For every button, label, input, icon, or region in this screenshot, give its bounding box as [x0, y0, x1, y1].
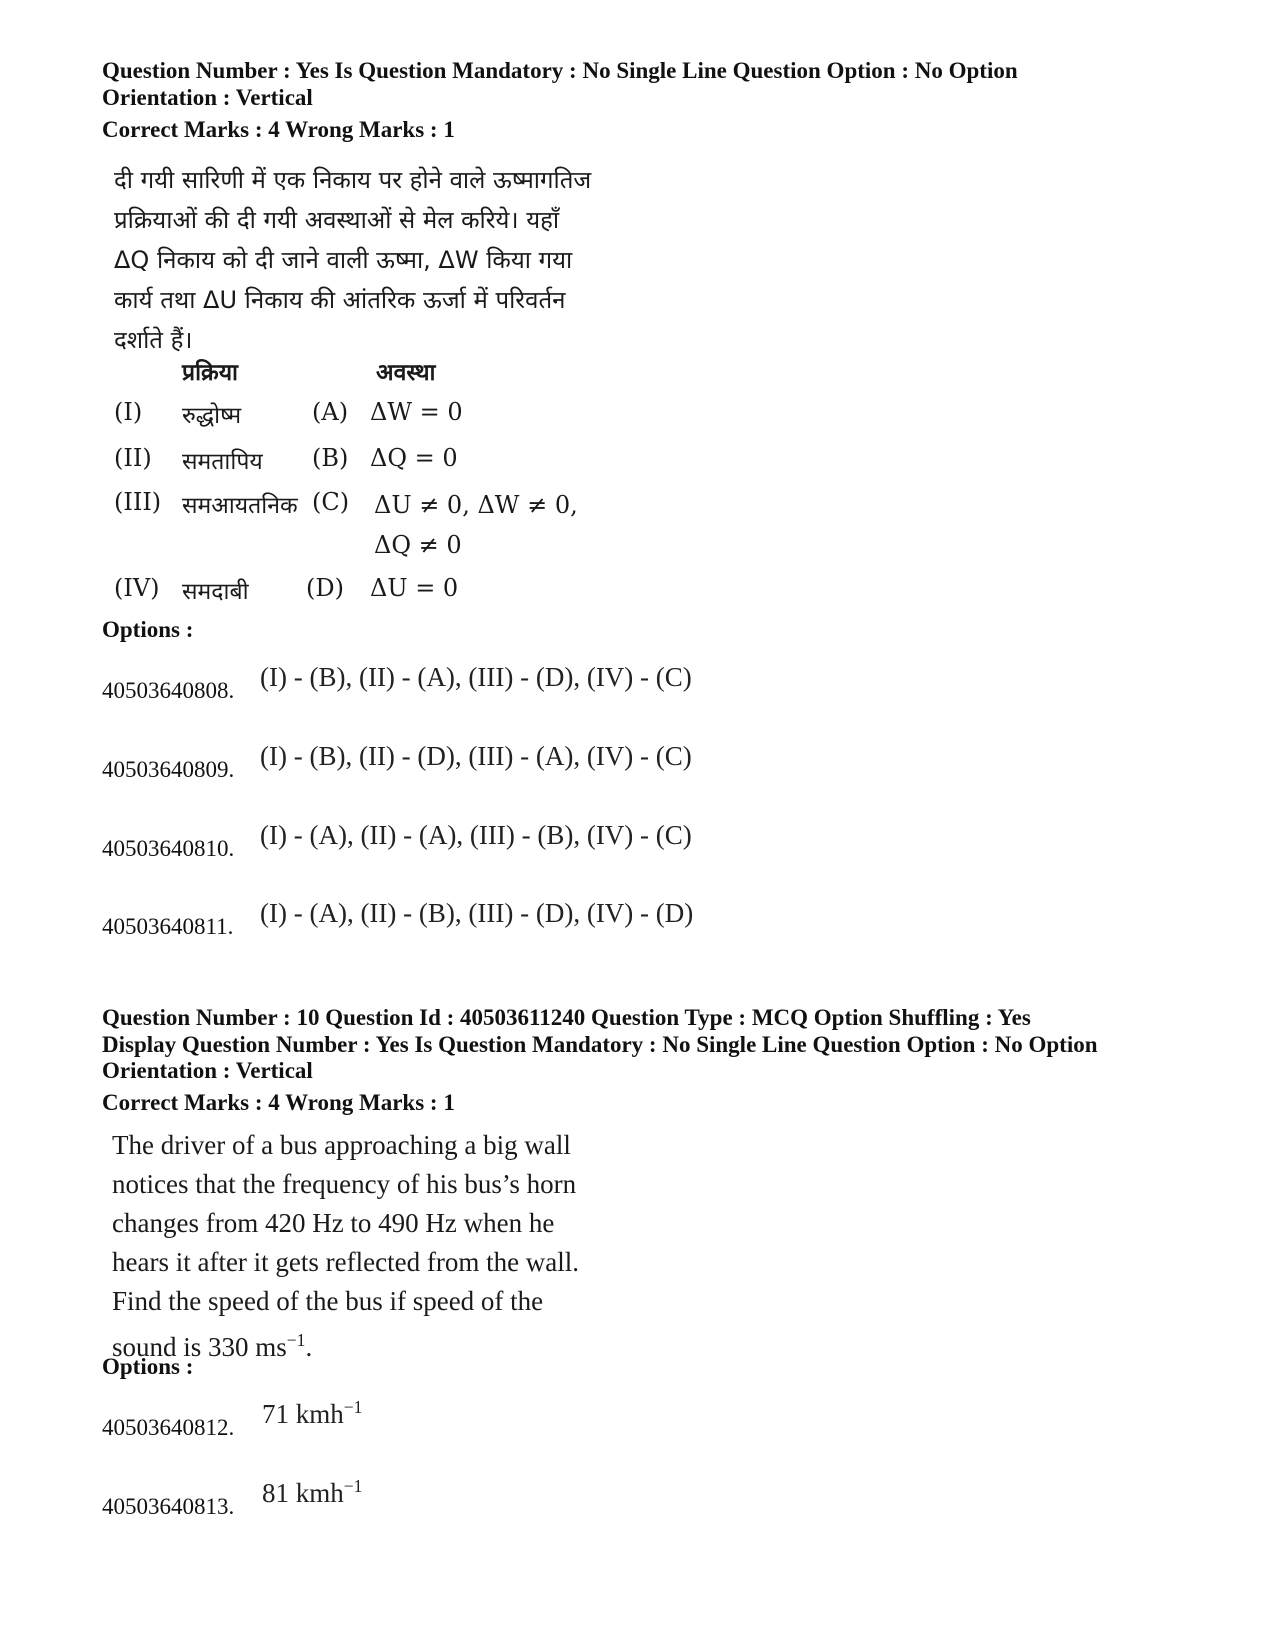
q1-text-line: ΔQ निकाय को दी जाने वाली ऊष्मा, ΔW किया गया: [114, 246, 573, 274]
row-letter: (A): [312, 398, 349, 426]
option-text: [262, 1476, 362, 1509]
option-id: 40503640812.: [102, 1415, 235, 1440]
row-letter: (B): [312, 444, 349, 472]
q1-text-line: दी गयी सारिणी में एक निकाय पर होने वाले ऊष्मागतिज: [114, 166, 592, 194]
row-state: ΔU ≠ 0, ΔW ≠ 0,: [374, 491, 578, 519]
option-id: 40503640810.: [102, 836, 235, 861]
option-text: (I) - (A), (II) - (B), (III) - (D), (IV) - (D): [260, 898, 694, 928]
q2-marks: Correct Marks : 4 Wrong Marks : 1: [102, 1090, 455, 1115]
row-state-continued: ΔQ ≠ 0: [374, 531, 462, 559]
row-number: (II): [114, 444, 152, 472]
q2-text-superscript: −1: [286, 1330, 306, 1350]
option-superscript: −1: [343, 1476, 363, 1496]
q1-question-text: [114, 160, 634, 360]
option-value: 71 kmh: [262, 1399, 344, 1429]
option-text: [262, 1397, 362, 1430]
row-letter: (C): [312, 488, 350, 516]
q2-options-label: Options :: [102, 1354, 194, 1379]
q1-options-label: Options :: [102, 617, 194, 642]
q2-text-line: changes from 420 Hz to 490 Hz when he: [112, 1208, 555, 1238]
q2-text-last: sound is 330 ms: [112, 1332, 287, 1362]
q1-text-line: प्रक्रियाओं की दी गयी अवस्थाओं से मेल करिये। यहाँ: [114, 206, 560, 234]
q2-meta-line-1: Question Number : 10 Question Id : 40503611240 Question Type : MCQ Option Shuffling : Yes: [102, 1005, 1031, 1030]
option-id: 40503640808.: [102, 678, 235, 703]
option-text: (I) - (B), (II) - (D), (III) - (A), (IV) - (C): [260, 741, 692, 771]
option-id: 40503640813.: [102, 1494, 235, 1519]
row-process: समआयतनिक: [182, 493, 298, 519]
row-number: (I): [114, 398, 143, 426]
q2-question-text: [112, 1126, 632, 1367]
row-process: रुद्धोष्म: [182, 403, 242, 429]
row-process: समदाबी: [182, 579, 249, 605]
q2-text-line: The driver of a bus approaching a big wall: [112, 1130, 571, 1160]
option-id: 40503640811.: [102, 914, 234, 939]
q1-text-line: कार्य तथा ΔU निकाय की आंतरिक ऊर्जा में परिवर्तन: [114, 286, 566, 314]
column-header-process: प्रक्रिया: [182, 360, 239, 386]
row-letter: (D): [306, 574, 344, 602]
row-state: ΔQ = 0: [370, 444, 458, 472]
q2-text-line: notices that the frequency of his bus’s horn: [112, 1169, 577, 1199]
q1-text-line: दर्शाते हैं।: [114, 326, 193, 354]
q2-text-period: .: [305, 1332, 313, 1362]
q2-text-line: Find the speed of the bus if speed of the: [112, 1286, 544, 1316]
q2-meta-line-3: Orientation : Vertical: [102, 1058, 313, 1083]
column-header-state: अवस्था: [376, 360, 436, 386]
row-process: समतापिय: [182, 449, 263, 475]
row-state: ΔW = 0: [370, 398, 463, 426]
q1-meta-line-1: Question Number : Yes Is Question Mandatory : No Single Line Question Option : No Option: [102, 58, 1018, 83]
row-number: (III): [114, 488, 162, 516]
option-superscript: −1: [343, 1397, 363, 1417]
row-state: ΔU = 0: [370, 574, 459, 602]
q2-text-line: hears it after it gets reflected from the wall.: [112, 1247, 580, 1277]
q1-meta-line-2: Orientation : Vertical: [102, 85, 313, 110]
option-text: (I) - (A), (II) - (A), (III) - (B), (IV) - (C): [260, 820, 692, 850]
q1-match-table: [114, 355, 594, 615]
option-value: 81 kmh: [262, 1478, 344, 1508]
option-id: 40503640809.: [102, 757, 235, 782]
row-number: (IV): [114, 574, 160, 602]
option-text: (I) - (B), (II) - (A), (III) - (D), (IV) - (C): [260, 662, 692, 692]
q1-marks: Correct Marks : 4 Wrong Marks : 1: [102, 117, 455, 142]
q2-meta-line-2: Display Question Number : Yes Is Question Mandatory : No Single Line Question Option : No Option: [102, 1032, 1098, 1057]
